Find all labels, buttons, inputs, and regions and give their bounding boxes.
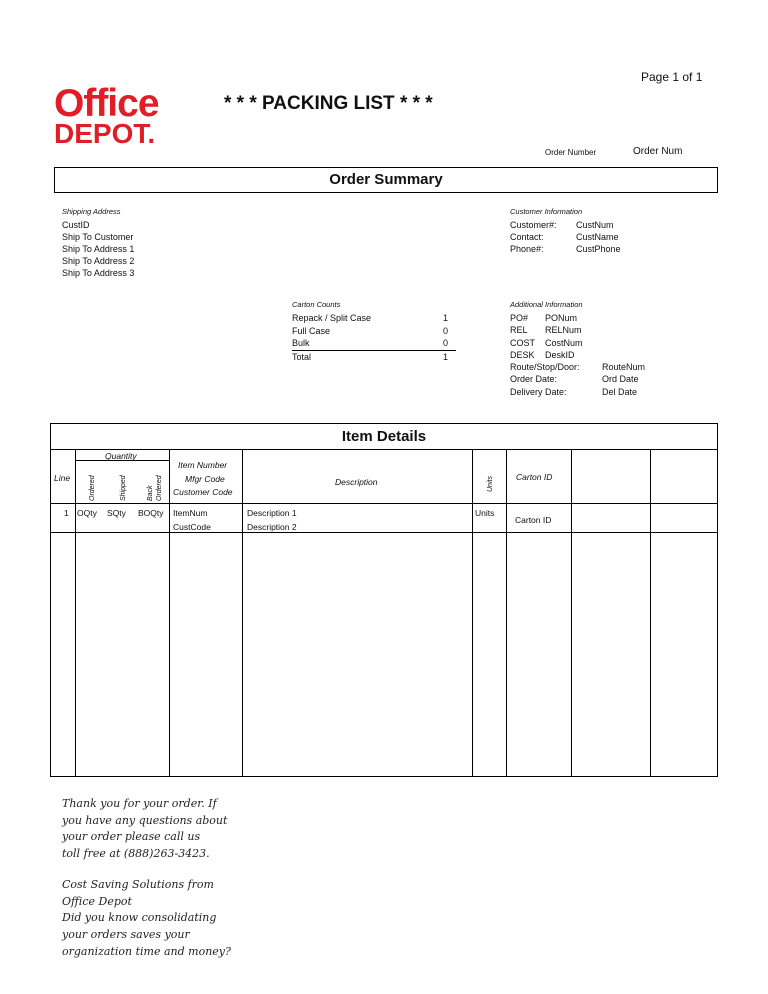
carton-count-value: 1	[442, 313, 448, 323]
thank-you-note	[62, 796, 231, 974]
item-details-table	[50, 423, 718, 777]
additional-value: RouteNum	[602, 362, 646, 373]
customer-row	[510, 219, 621, 231]
customer-value: CustPhone	[576, 244, 621, 254]
order-summary-banner	[54, 167, 718, 193]
carton-counts-heading: Carton Counts	[292, 300, 341, 309]
customer-key: Contact:	[510, 232, 544, 242]
page-indicator: Page 1 of 1	[641, 70, 703, 84]
note-line: Office Depot	[62, 894, 132, 908]
order-summary-title: Order Summary	[329, 171, 443, 188]
additional-information	[510, 300, 645, 398]
header-line: Line	[54, 473, 71, 483]
header-item-number: Item Number	[178, 460, 228, 470]
additional-key: PO#	[510, 313, 529, 323]
row-bottom-rule	[51, 532, 717, 533]
carton-count-label: Bulk	[292, 338, 310, 348]
additional-key: REL	[510, 325, 528, 336]
carton-count-label: Total	[292, 351, 312, 362]
carton-count-label: Repack / Split Case	[292, 313, 372, 323]
row-line: 1	[64, 508, 69, 518]
additional-key: COST	[510, 337, 536, 348]
header-description: Description	[335, 477, 378, 487]
note-line: Did you know consolidating	[62, 911, 217, 925]
shipping-heading: Shipping Address	[62, 207, 121, 216]
additional-row	[510, 373, 645, 385]
carton-count-row	[292, 351, 456, 364]
item-details-title: Item Details	[51, 424, 717, 450]
column-divider	[571, 449, 572, 776]
note-line: toll free at (888)263-3423.	[62, 847, 210, 861]
customer-row	[510, 243, 621, 255]
header-back-ordered: Ordered	[156, 475, 163, 501]
shipping-line: Ship To Address 3	[62, 268, 135, 278]
additional-key: Delivery Date:	[510, 386, 567, 397]
row-description-1: Description 1	[247, 508, 297, 518]
row-cust-code: CustCode	[173, 522, 211, 532]
carton-count-row	[292, 337, 456, 351]
note-line: organization time and money?	[62, 944, 231, 958]
carton-count-value: 1	[442, 351, 448, 362]
additional-row	[510, 324, 645, 336]
note-line: Cost Saving Solutions from	[62, 877, 214, 891]
customer-key: Customer#:	[510, 220, 557, 230]
header-quantity: Quantity	[105, 451, 137, 461]
row-shipped: SQty	[107, 508, 126, 518]
additional-value: DeskID	[545, 349, 575, 360]
additional-row	[510, 386, 645, 398]
row-item-num: ItemNum	[173, 508, 208, 518]
shipping-line: Ship To Address 2	[62, 256, 135, 266]
column-divider	[650, 449, 651, 776]
column-divider	[472, 449, 473, 776]
carton-counts	[292, 300, 456, 363]
additional-key: Order Date:	[510, 374, 558, 385]
additional-key: Route/Stop/Door:	[510, 362, 580, 373]
shipping-line: Ship To Customer	[62, 232, 134, 242]
customer-key: Phone#:	[510, 244, 544, 254]
header-bottom-rule	[51, 503, 717, 504]
column-divider	[169, 449, 170, 776]
additional-row	[510, 361, 645, 373]
header-mfgr-code: Mfgr Code	[185, 474, 225, 484]
row-ordered: OQty	[77, 508, 97, 518]
note-line: you have any questions about	[62, 813, 228, 827]
header-back: Back	[147, 485, 154, 501]
additional-value: PONum	[545, 313, 578, 323]
customer-heading: Customer Information	[510, 207, 583, 216]
header-carton-id: Carton ID	[516, 472, 553, 482]
column-divider	[506, 449, 507, 776]
customer-information	[510, 207, 621, 255]
note-line: your orders saves your	[62, 927, 190, 941]
order-number-value: Order Num	[633, 146, 683, 157]
carton-count-value: 0	[442, 338, 448, 348]
additional-row	[510, 337, 645, 349]
carton-count-row	[292, 325, 456, 338]
carton-count-row	[292, 312, 456, 325]
note-line: your order please call us	[62, 830, 201, 844]
row-back-ordered: BOQty	[138, 508, 164, 518]
carton-count-label: Full Case	[292, 325, 331, 336]
shipping-line: Ship To Address 1	[62, 244, 135, 254]
note-paragraph-1	[62, 796, 231, 863]
additional-row	[510, 312, 645, 324]
note-paragraph-2	[62, 877, 231, 961]
additional-value: CostNum	[545, 337, 583, 348]
additional-value: Ord Date	[602, 374, 639, 385]
office-depot-logo	[54, 84, 159, 148]
note-line: Thank you for your order. If	[62, 797, 217, 810]
additional-key: DESK	[510, 349, 535, 360]
customer-value: CustNum	[576, 220, 614, 230]
row-description-2: Description 2	[247, 522, 297, 532]
column-divider	[75, 449, 76, 776]
order-number-label: Order Number	[545, 148, 597, 157]
shipping-address	[62, 207, 134, 279]
additional-value: Del Date	[602, 386, 638, 397]
additional-value: RELNum	[545, 325, 582, 336]
logo-line-2: DEPOT.	[54, 118, 156, 149]
row-units: Units	[475, 508, 495, 518]
header-shipped: Shipped	[120, 475, 127, 501]
customer-row	[510, 231, 621, 243]
document-title: * * * PACKING LIST * * *	[224, 93, 433, 114]
header-units: Units	[487, 476, 494, 492]
additional-heading: Additional Information	[510, 300, 583, 309]
carton-count-value: 0	[442, 325, 448, 336]
additional-row	[510, 349, 645, 361]
row-carton-id: Carton ID	[515, 515, 552, 525]
header-ordered: Ordered	[89, 475, 96, 501]
logo-line-1: Office	[54, 82, 159, 125]
customer-value: CustName	[576, 232, 619, 242]
header-customer-code: Customer Code	[173, 487, 233, 497]
column-divider	[242, 449, 243, 776]
shipping-line: CustID	[62, 220, 90, 230]
